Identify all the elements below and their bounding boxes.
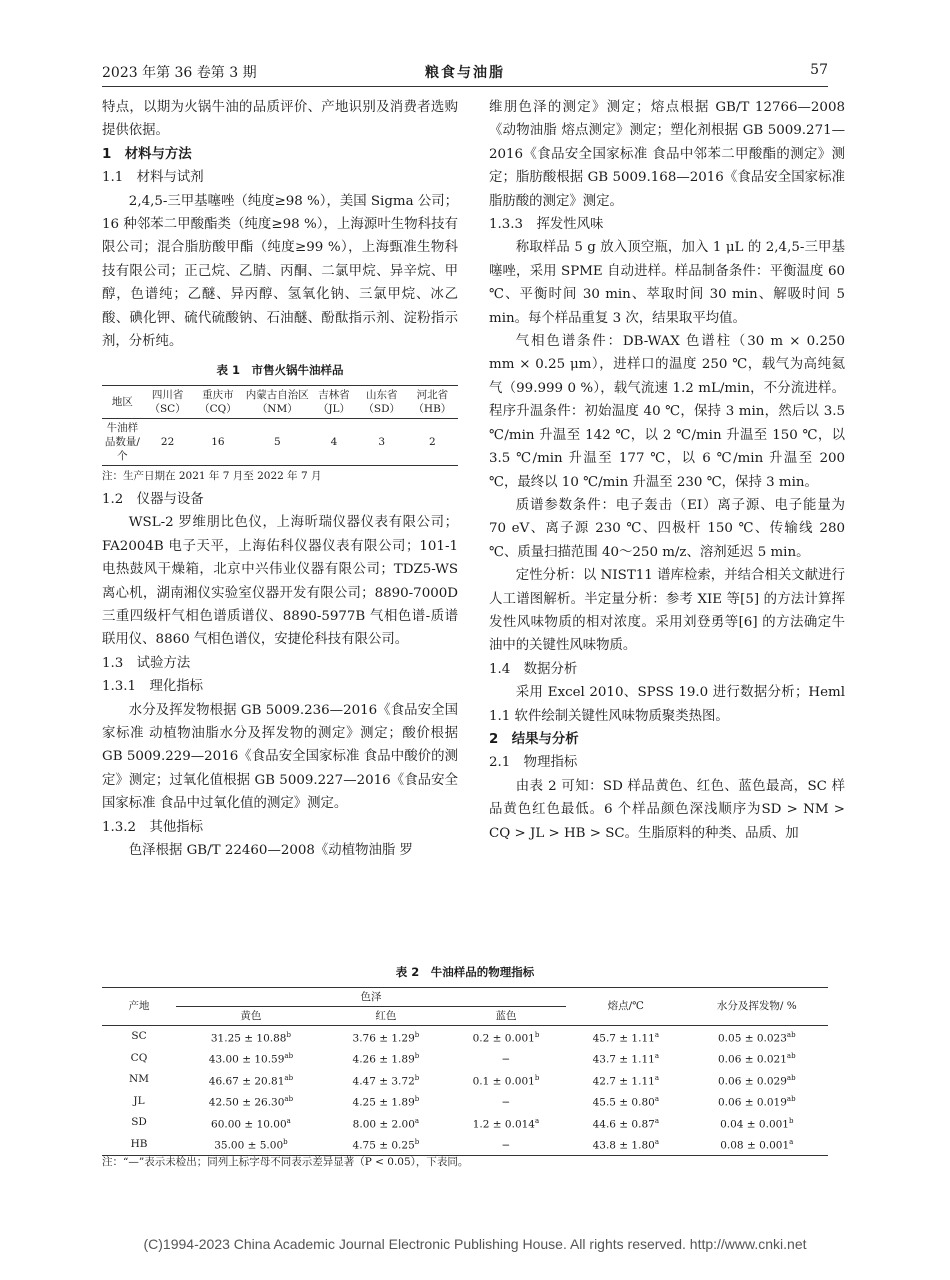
table-cell: −	[501, 1053, 511, 1066]
table2-row	[102, 1069, 828, 1091]
table2-note: 注：“—”表示未检出；同列上标字母不同表示差异显著（P < 0.05），下表同。	[102, 1156, 469, 1168]
table1-note: 注：生产日期在 2021 年 7 月至 2022 年 7 月	[102, 469, 322, 482]
table-cell: 山东省（SD）	[357, 385, 407, 418]
table-cell: 45.7 ± 1.11$^a$	[592, 1030, 659, 1044]
section-heading: 1 材料与方法	[102, 146, 192, 162]
table2-row	[102, 1026, 828, 1048]
table1-caption: 表 1 市售火锅牛油样品	[216, 363, 344, 378]
header-cell: 产地	[102, 988, 176, 1026]
table-cell: 4.25 ± 1.89$^b$	[352, 1095, 420, 1109]
table-cell: CQ	[130, 1051, 148, 1064]
running-header	[102, 62, 828, 84]
subsection-heading: 1.3 试验方法	[102, 655, 191, 671]
subsection-heading: 1.3.1 理化指标	[102, 679, 204, 695]
subsection-heading: 1.3.2 其他指标	[102, 819, 204, 835]
subsection-heading: 1.4 数据分析	[489, 661, 578, 677]
paragraph: 特点，以期为火锅牛油的品质评价、产地识别及消费者选购提供依据。	[102, 100, 458, 139]
table-cell: 4.47 ± 3.72$^b$	[352, 1073, 420, 1087]
table2-caption: 表 2 牛油样品的物理指标	[395, 965, 535, 979]
paragraph: 采用 Excel 2010、SPSS 19.0 进行数据分析；Heml 1.1 软件绘制关键性风味物质聚类热图。	[489, 685, 845, 724]
page-number: 57	[810, 62, 828, 78]
table-cell: 1.2 ± 0.014$^a$	[472, 1116, 540, 1130]
table1	[102, 385, 458, 466]
table-cell: 8.00 ± 2.00$^a$	[352, 1116, 420, 1130]
table-cell: 42.50 ± 26.30$^{ab}$	[208, 1095, 294, 1109]
header-cell: 熔点/℃	[566, 988, 686, 1026]
table-cell: 22	[143, 418, 193, 465]
table-cell: 3.76 ± 1.29$^b$	[352, 1030, 420, 1044]
paragraph: 定性分析：以 NIST11 谱库检索，并结合相关文献进行人工谱图解析。半定量分析：参考 XIE 等[5] 的方法计算挥发性风味物质的相对浓度。采用刘登勇等[6] 的方法确定牛油中的关键性风味物质。	[489, 568, 845, 654]
table-cell: 60.00 ± 10.00$^a$	[211, 1116, 291, 1130]
paragraph: 色泽根据 GB/T 22460—2008《动植物油脂 罗	[128, 842, 413, 858]
journal-name: 粮食与油脂	[425, 65, 505, 81]
subsection-heading: 1.2 仪器与设备	[102, 491, 204, 507]
paragraph: 由表 2 可知：SD 样品黄色、红色、蓝色最高，SC 样品黄色红色最低。6 个样品颜色深浅顺序为SD > NM > CQ > JL > HB > SC。生脂原料的种类、品质、加	[489, 778, 845, 841]
header-cell: 黄色	[176, 1007, 326, 1026]
table-cell: 0.06 ± 0.021$^{ab}$	[718, 1052, 796, 1066]
table-cell: 牛油样品数量/个	[102, 418, 143, 465]
table-cell: 43.8 ± 1.80$^a$	[592, 1138, 659, 1152]
table2-row	[102, 1112, 828, 1134]
table-cell: 吉林省（JL）	[311, 385, 357, 418]
paragraph: 2,4,5-三甲基噻唑（纯度≥98 %），美国 Sigma 公司；16 种邻苯二甲酸酯类（纯度≥98 %），上海源叶生物科技有限公司；混合脂肪酸甲酯（纯度≥99 %），上海甄准生物科技有限公司；正己烷、乙腈、丙酮、二氯甲烷、异辛烷、甲醇，色谱纯；乙醚、异丙醇、氢氧化钠、三氯甲烷、冰乙酸、碘化钾、硫代硫酸钠、石油醚、酚酞指示剂、淀粉指示剂，分析纯。	[102, 193, 459, 350]
subsection-heading: 2.1 物理指标	[489, 755, 578, 771]
table-cell: 4.75 ± 0.25$^b$	[352, 1138, 420, 1152]
table-cell: 内蒙古自治区（NM）	[243, 385, 311, 418]
header-rule	[102, 86, 828, 87]
table-cell: 5	[243, 418, 311, 465]
table-cell: 46.67 ± 20.81$^{ab}$	[208, 1073, 294, 1087]
table2-header-row	[102, 988, 828, 1007]
table-cell: 42.7 ± 1.11$^a$	[592, 1073, 659, 1087]
table-cell: 0.1 ± 0.001$^b$	[472, 1073, 540, 1087]
table-cell: 0.04 ± 0.001$^b$	[720, 1116, 794, 1130]
table1-row	[102, 418, 458, 465]
paragraph: 维朋色泽的测定》测定；熔点根据 GB/T 12766—2008《动物油脂 熔点测定》测定；塑化剂根据 GB 5009.271—2016《食品安全国家标准 食品中邻苯二甲酸酯的测定》测定；脂肪酸根据 GB 5009.168—2016《食品安全国家标准 脂肪酸的测定》测定。	[489, 100, 845, 209]
journal-issue: 2023 年第 36 卷第 3 期	[102, 65, 257, 81]
paragraph: 气相色谱条件：DB-WAX 色谱柱（30 m × 0.250 mm × 0.25 μm），进样口的温度 250 ℃，载气为高纯氦气（99.999 0 %），载气流速 1.2 mL/min，不分流进样。程序升温条件：初始温度 40 ℃，保持 3 min，然后以 3.5 ℃/min 升温至 142 ℃，以 2 ℃/min 升温至 150 ℃，以 3.5 ℃/min 升温至 177 ℃，以 6 ℃/min 升温至 200 ℃，最终以 10 ℃/min 升温至 230 ℃，保持 3 min。	[489, 334, 845, 490]
table-cell: NM	[129, 1073, 149, 1086]
table-cell: 44.6 ± 0.87$^a$	[592, 1116, 659, 1130]
header-cell: 蓝色	[446, 1007, 566, 1026]
paragraph: 称取样品 5 g 放入顶空瓶，加入 1 μL 的 2,4,5-三甲基噻唑，采用 SPME 自动进样。样品制备条件：平衡温度 60 ℃、平衡时间 30 min、萃取时间 30 min、解吸时间 5 min。每个样品重复 3 次，结果取平均值。	[489, 240, 845, 326]
subsection-heading: 1.1 材料与试剂	[102, 170, 204, 186]
table-cell: 45.5 ± 0.80$^a$	[592, 1095, 659, 1109]
table-cell: 河北省（HB）	[407, 385, 458, 418]
table-cell: 31.25 ± 10.88$^b$	[210, 1030, 291, 1044]
table2	[102, 987, 828, 1156]
table-cell: 35.00 ± 5.00$^b$	[214, 1138, 288, 1152]
table2-row	[102, 1048, 828, 1070]
table-cell: 3	[357, 418, 407, 465]
table-cell: 0.08 ± 0.001$^a$	[720, 1138, 794, 1152]
subsection-heading: 1.3.3 挥发性风味	[489, 217, 604, 233]
header-cell: 红色	[326, 1007, 446, 1026]
header-cell: 色泽	[176, 988, 566, 1007]
table-cell: HB	[130, 1137, 148, 1150]
table-cell: 0.05 ± 0.023$^{ab}$	[718, 1030, 796, 1044]
table-cell: JL	[133, 1094, 145, 1107]
table-cell: 4.26 ± 1.89$^b$	[352, 1052, 420, 1066]
paragraph: WSL-2 罗维朋比色仪，上海昕瑞仪器仪表有限公司；FA2004B 电子天平，上海佑科仪器仪表有限公司；101-1 电热鼓风干燥箱，北京中兴伟业仪器有限公司；TDZ5-WS 离心机，湖南湘仪实验室仪器开发有限公司；8890-7000D 三重四级杆气相色谱质谱仪、8890-5977B 气相色谱-质谱联用仪、8860 气相色谱仪，安捷伦科技有限公司。	[102, 515, 458, 648]
table-cell: SD	[131, 1116, 147, 1129]
copyright-footer: (C)1994-2023 China Academic Journal Electronic Publishing House. All rights reserved. http://www.cnki.net	[143, 1236, 807, 1252]
table1-header-row	[102, 385, 458, 418]
paragraph: 质谱参数条件：电子轰击（EI）离子源、电子能量为 70 eV、离子源 230 ℃、四极杆 150 ℃、传输线 280 ℃、质量扫描范围 40～250 m/z、溶剂延迟 5 min。	[489, 497, 845, 560]
table-cell: −	[501, 1139, 511, 1152]
paragraph: 水分及挥发物根据 GB 5009.236—2016《食品安全国家标准 动植物油脂水分及挥发物的测定》测定；酸价根据 GB 5009.229—2016《食品安全国家标准 食品中酸价的测定》测定；过氧化值根据 GB 5009.227—2016《食品安全国家标准 食品中过氧化值的测定》测定。	[102, 702, 458, 812]
table-cell: 地区	[102, 385, 143, 418]
table-cell: 43.00 ± 10.59$^{ab}$	[208, 1052, 294, 1066]
table-cell: SC	[131, 1030, 147, 1043]
section-heading: 2 结果与分析	[489, 731, 579, 747]
table2-row	[102, 1134, 828, 1156]
table-cell: 0.06 ± 0.029$^{ab}$	[718, 1073, 796, 1087]
table-cell: 0.2 ± 0.001$^b$	[472, 1030, 540, 1044]
table-cell: 2	[407, 418, 458, 465]
table-cell: 重庆市（CQ）	[192, 385, 243, 418]
table-cell: 四川省（SC）	[143, 385, 193, 418]
table-cell: 16	[192, 418, 243, 465]
table-cell: 43.7 ± 1.11$^a$	[592, 1052, 659, 1066]
header-cell: 水分及挥发物/ %	[686, 988, 828, 1026]
table2-body	[102, 1026, 828, 1156]
table-cell: 4	[311, 418, 357, 465]
table2-row	[102, 1091, 828, 1113]
left-column	[102, 96, 458, 862]
right-column	[489, 96, 845, 845]
table-cell: 0.06 ± 0.019$^{ab}$	[718, 1095, 796, 1109]
table-cell: −	[501, 1096, 511, 1109]
